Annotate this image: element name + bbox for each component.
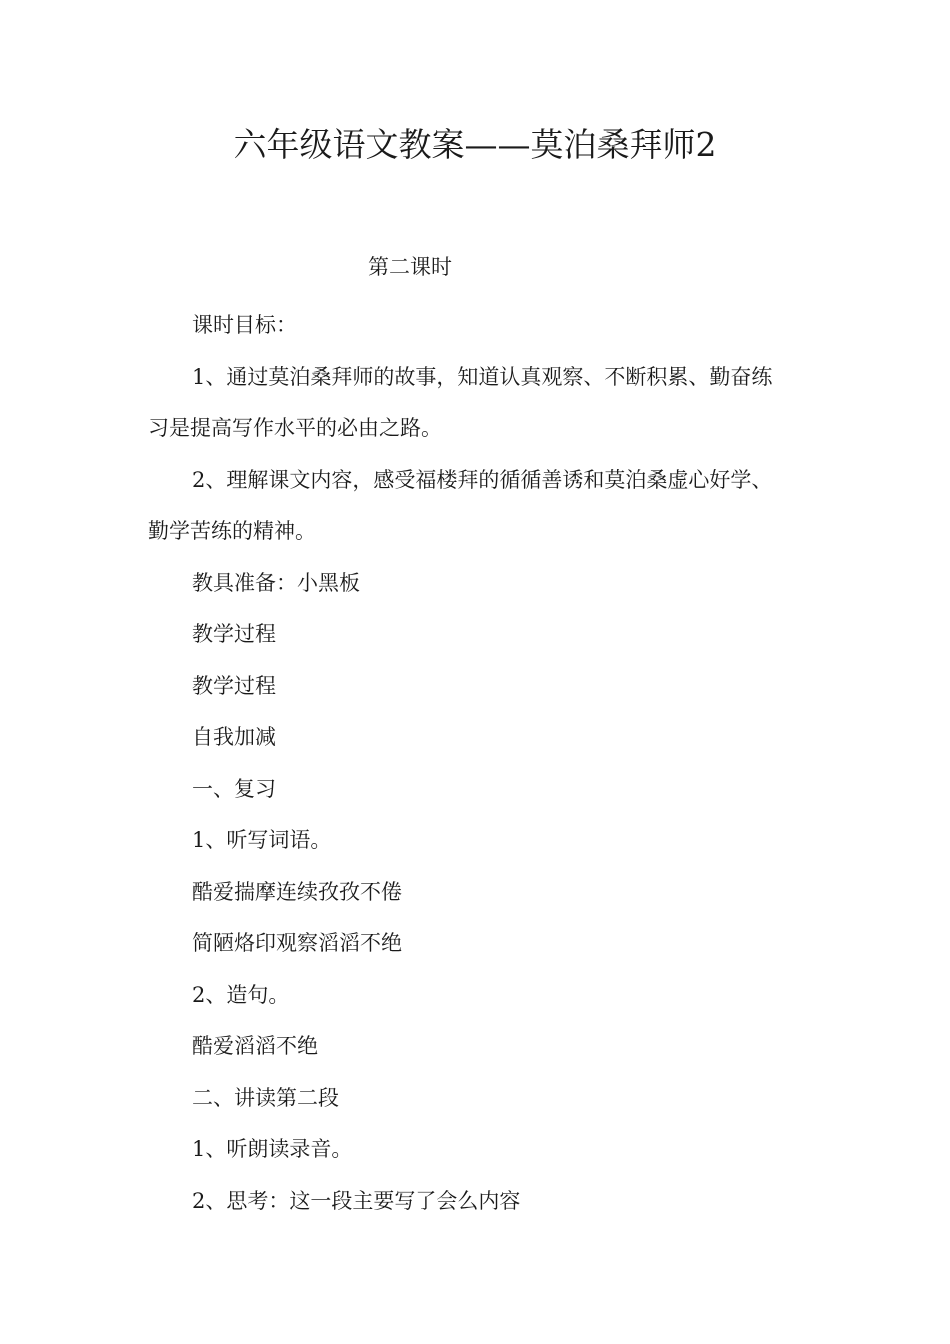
paragraph: 2、造句。 (192, 982, 290, 1007)
section-heading: 第二课时 (368, 255, 452, 279)
paragraph: 1、听写词语。 (192, 828, 332, 852)
paragraph: 1、通过莫泊桑拜师的故事，知道认真观察、不断积累、勤奋练习是提高写作水平的必由之路。 (148, 364, 773, 440)
paragraph: 酷爱揣摩连续孜孜不倦 (192, 879, 402, 904)
paragraph: 2、思考：这一段主要写了会么内容 (192, 1188, 521, 1213)
paragraph: 教学过程 (192, 622, 276, 646)
paragraph: 自我加减 (192, 725, 276, 749)
paragraph: 简陋烙印观察滔滔不绝 (192, 931, 402, 955)
document-title: 六年级语文教案——莫泊桑拜师2 (233, 125, 717, 164)
paragraph: 二、讲读第二段 (192, 1085, 339, 1110)
paragraph: 课时目标： (192, 313, 297, 337)
paragraph: 2、理解课文内容，感受福楼拜的循循善诱和莫泊桑虚心好学、勤学苦练的精神。 (148, 467, 773, 543)
document-body (148, 300, 788, 1227)
paragraph: 一、复习 (192, 776, 276, 801)
paragraph: 教学过程 (192, 673, 276, 698)
paragraph: 教具准备：小黑板 (192, 570, 360, 595)
paragraph: 1、听朗读录音。 (192, 1137, 353, 1161)
paragraph: 酷爱滔滔不绝 (192, 1034, 318, 1058)
